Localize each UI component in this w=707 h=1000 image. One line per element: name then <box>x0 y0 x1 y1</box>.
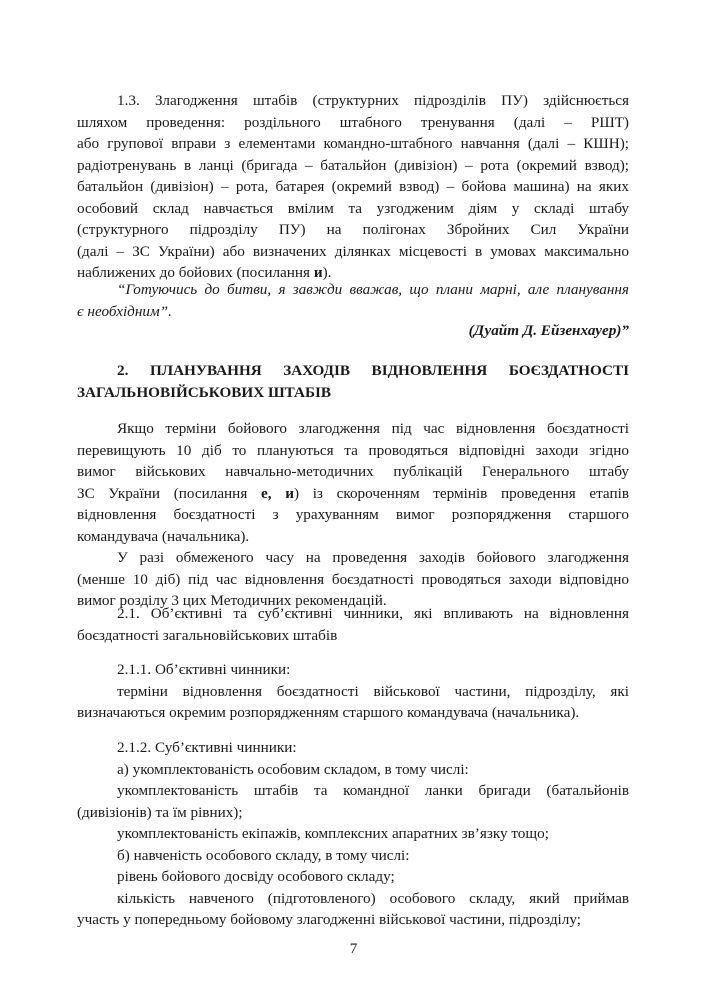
text-line: вимог розділу 3 цих Методичних рекомендацій. <box>77 592 387 609</box>
list-item: укомплектованість штабів та командної ланки бригади (батальйонів <box>117 782 629 799</box>
quote-line: “Готуючись до битви, я завжди вважав, що плани марні, але планування <box>117 281 629 298</box>
text-line: терміни відновлення боєздатності військової частини, підрозділу, які <box>117 682 629 700</box>
text-line: Якщо терміни бойового злагодження під час відновлення боєздатності <box>117 420 629 437</box>
paragraph-2-1-2 <box>77 737 629 931</box>
heading-line: ЗАГАЛЬНОВІЙСЬКОВИХ ШТАБІВ <box>77 383 332 401</box>
subsection-title: 2.1.2. Суб’єктивні чинники: <box>117 739 297 756</box>
quote-line: є необхідним”. <box>77 302 172 320</box>
text-line: командувача (начальника). <box>77 527 250 545</box>
text-line: батальйон (дивізіон) – рота, батарея (окремий взвод) – бойова машина) на яких <box>77 178 629 195</box>
text-fragment: ). <box>322 264 332 281</box>
paragraph-1-3 <box>77 90 629 284</box>
heading-line: 2. ПЛАНУВАННЯ ЗАХОДІВ ВІДНОВЛЕННЯ БОЄЗДАТНОСТІ <box>117 362 629 379</box>
text-line: шляхом проведення: роздільного штабного тренування (далі – РШТ) <box>77 113 629 131</box>
text-line: особовий склад навчається вмілим та узгодженим діям у складі штабу <box>77 199 629 217</box>
quote-author: (Дуайт Д. Ейзенхауер)” <box>468 322 629 339</box>
text-line: 2.1. Об’єктивні та суб’єктивні чинники, які впливають на відновлення <box>117 605 629 622</box>
text-fragment: ) із скороченням термінів проведення етапів <box>293 484 629 502</box>
text-line: участь у попередньому бойовому злагодженні військової частини, підрозділу; <box>77 911 581 928</box>
reference-letter: и <box>313 264 323 281</box>
subsection-title: 2.1.1. Об’єктивні чинники: <box>117 661 291 678</box>
paragraph-2-1 <box>77 603 629 646</box>
text-line: радіотренувань в ланці (бригада – батальйон (дивізіон) – рота (окремий взвод); <box>77 156 629 174</box>
text-line: У разі обмеженого часу на проведення заходів бойового злагодження <box>117 549 629 566</box>
text-line: (менше 10 діб) під час відновлення боєздатності проводяться заходи відповідно <box>77 570 629 588</box>
text-line: (дивізіонів) та їм рівних); <box>77 803 243 821</box>
paragraph-2-1-1 <box>77 659 629 724</box>
text-line: вимог військових навчально-методичних публікацій Генерального штабу <box>77 463 629 480</box>
list-item: кількість навченого (підготовленого) особового складу, який приймав <box>117 889 629 907</box>
text-line <box>77 483 629 505</box>
text-line: (структурного підрозділу ПУ) на полігонах Збройних Сил України <box>77 221 629 238</box>
list-item: а) укомплектованість особовим складом, в тому числі: <box>117 760 469 778</box>
paragraph-2-intro <box>77 418 629 612</box>
text-fragment: ЗС України (посилання <box>77 484 261 502</box>
page-number: 7 <box>349 940 358 957</box>
text-fragment: наближених до бойових (посилання <box>77 264 314 281</box>
list-item: укомплектованість екіпажів, комплексних апаратних зв’язку тощо; <box>117 825 549 842</box>
text-line: визначаються окремим розпорядженням старшого командувача (начальника). <box>77 704 580 721</box>
list-item: рівень бойового досвіду особового складу; <box>117 868 395 885</box>
text-line: або групової вправи з елементами командно-штабного навчання (далі – КШН); <box>77 135 629 152</box>
text-line: перевищують 10 діб то плануються та проводяться відповідні заходи згідно <box>77 441 629 459</box>
text-line: 1.3. Злагодження штабів (структурних підрозділів ПУ) здійснюється <box>117 92 629 109</box>
text-line: відновлення боєздатності з урахуванням вимог розпорядження старшого <box>77 506 629 523</box>
section-heading <box>77 360 629 403</box>
epigraph-quote <box>77 279 629 322</box>
reference-letter: е, и <box>260 484 294 502</box>
list-item: б) навченість особового складу, в тому числі: <box>117 846 410 864</box>
text-line: (далі – ЗС України) або визначених ділянках місцевості в умовах максимально <box>77 242 629 260</box>
text-line: боєздатності загальновійськових штабів <box>77 626 338 644</box>
